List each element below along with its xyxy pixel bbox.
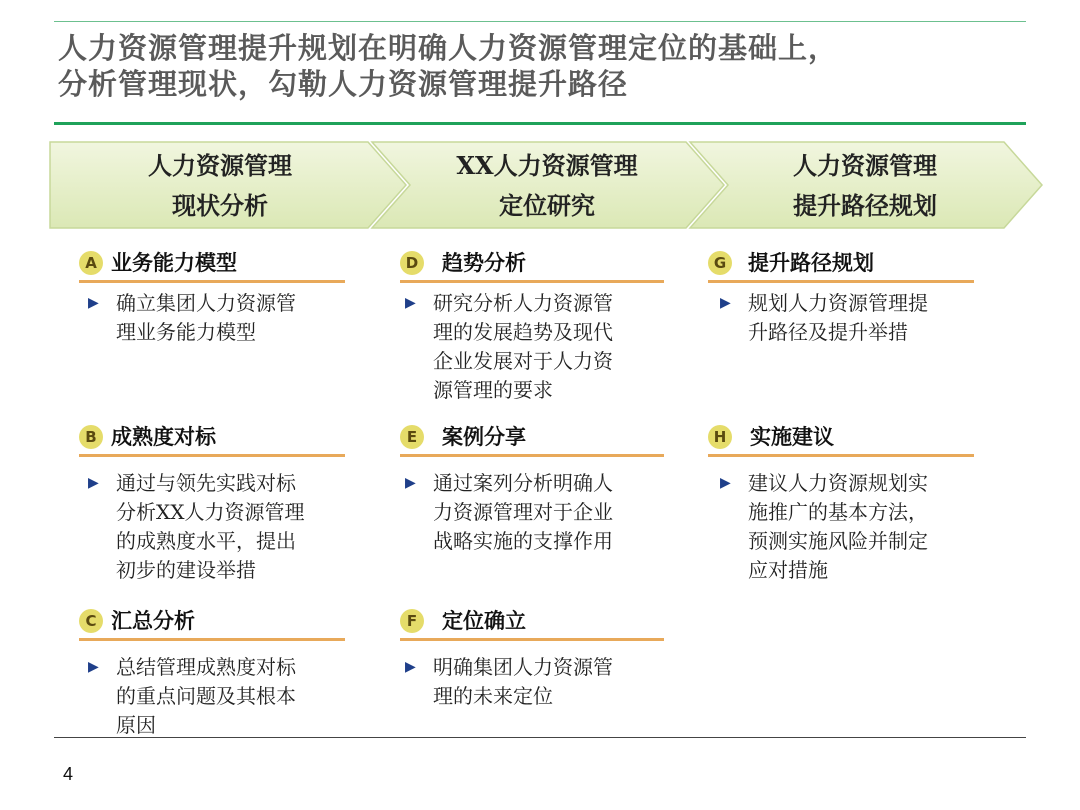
section-a-title: 业务能力模型 [111,250,237,275]
section-b-header [79,422,345,456]
section-g-title: 提升路径规划 [748,250,874,275]
section-f-title: 定位确立 [442,608,526,633]
section-f-badge: F [400,609,424,633]
triangle-right-icon: ▶ [720,295,731,311]
section-g-underline [708,280,974,283]
section-d-badge: D [400,251,424,275]
section-c-header [79,606,345,640]
section-a-header [79,248,345,282]
section-e-underline [400,454,664,457]
section-c-underline [79,638,345,641]
section-b-title: 成熟度对标 [111,424,216,449]
section-g-badge: G [708,251,732,275]
title-line-1: 人力资源管理提升规划在明确人力资源管理定位的基础上， [58,31,839,65]
section-g-header [708,248,974,282]
section-h-badge: H [708,425,732,449]
phase-label-2: XX人力资源管理 定位研究 [456,151,638,220]
section-h-underline [708,454,974,457]
triangle-right-icon: ▶ [88,659,99,675]
triangle-right-icon: ▶ [405,295,416,311]
section-c-badge: C [79,609,103,633]
triangle-right-icon: ▶ [88,475,99,491]
section-e-badge: E [400,425,424,449]
page-number: 4 [63,764,74,784]
section-h-header [708,422,974,456]
section-c-title: 汇总分析 [111,608,195,633]
section-b-badge: B [79,425,103,449]
section-f-header [400,606,664,640]
section-e-header [400,422,664,456]
section-e-title: 案例分享 [442,424,526,449]
section-b-underline [79,454,345,457]
phase-label-1: 人力资源管理 现状分析 [148,151,292,220]
triangle-right-icon: ▶ [88,295,99,311]
section-d-title: 趋势分析 [442,250,526,275]
section-d-underline [400,280,664,283]
triangle-right-icon: ▶ [405,659,416,675]
section-d-header [400,248,664,282]
section-f-underline [400,638,664,641]
section-h-title: 实施建议 [750,424,834,449]
footer-rule [54,737,1026,738]
section-a-underline [79,280,345,283]
phase-label-3: 人力资源管理 提升路径规划 [793,151,937,220]
title-line-2: 分析管理现状，勾勒人力资源管理提升路径 [58,67,629,101]
section-a-badge: A [79,251,103,275]
triangle-right-icon: ▶ [405,475,416,491]
triangle-right-icon: ▶ [720,475,731,491]
